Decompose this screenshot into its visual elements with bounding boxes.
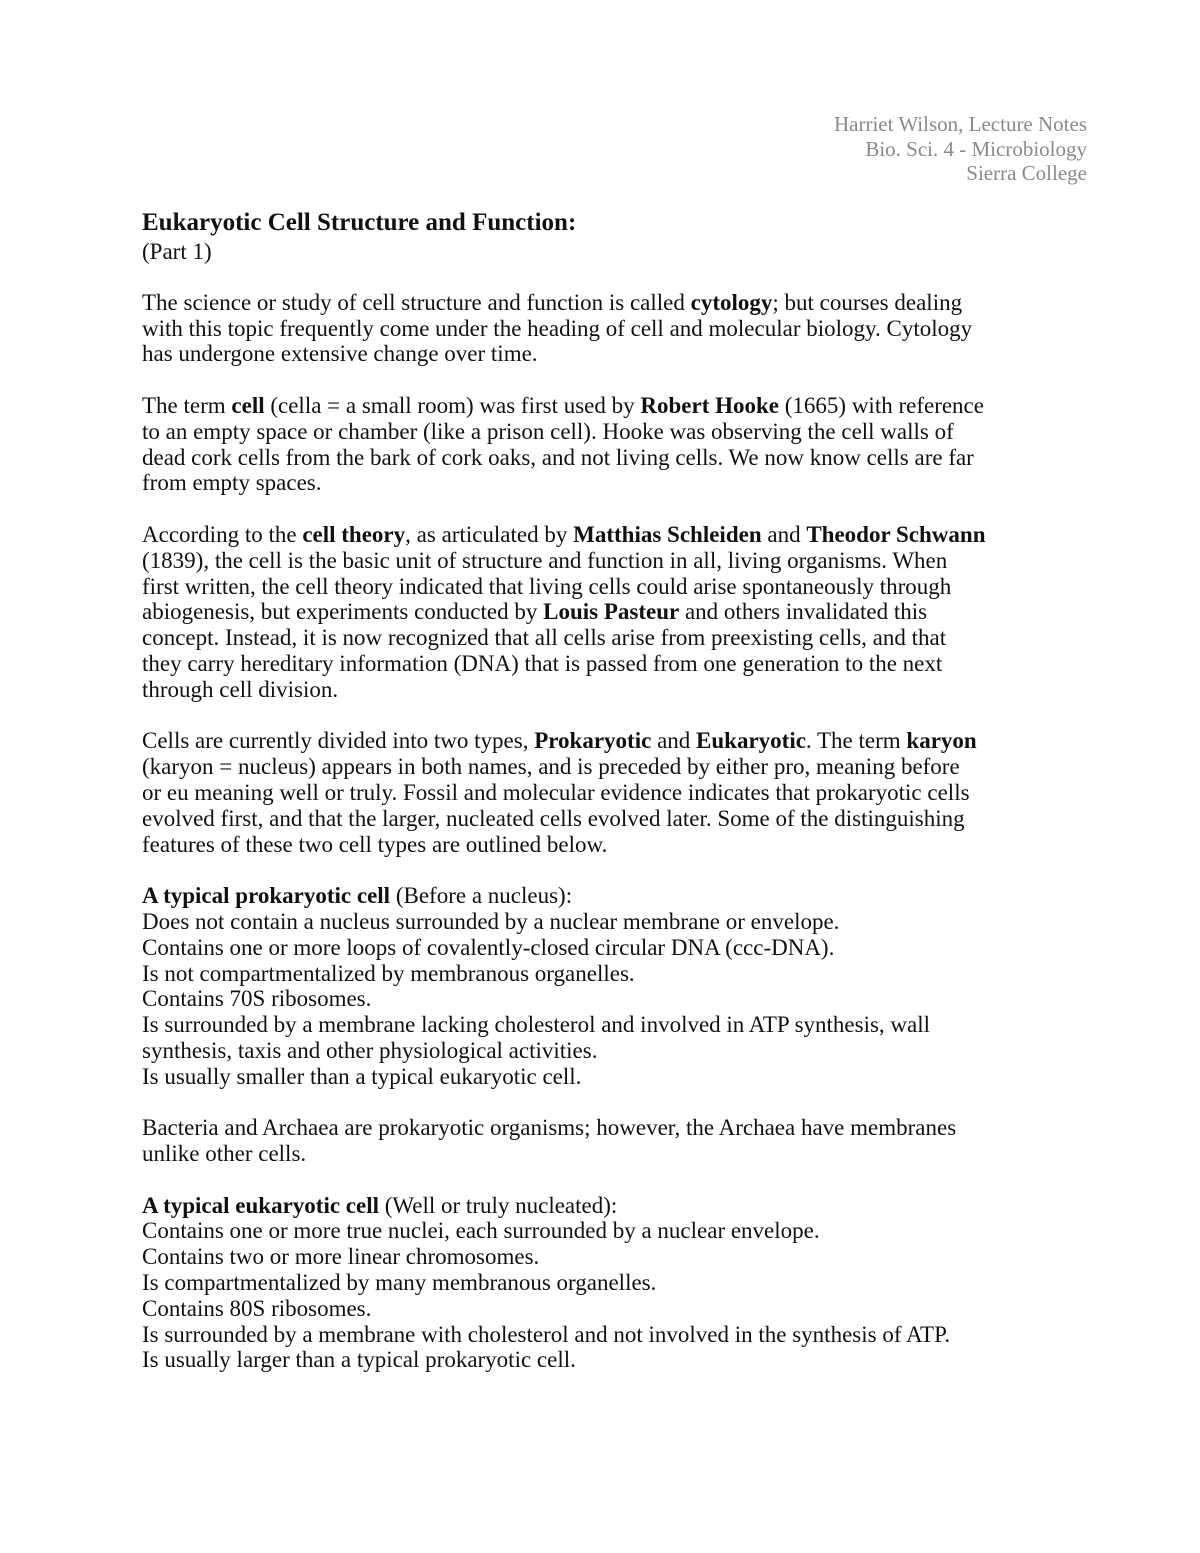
text-span: (cella = a small room) was first used by — [264, 392, 641, 418]
section-heading — [142, 1193, 1102, 1219]
text-span: ; but courses dealing — [772, 289, 963, 315]
list-item: Contains one or more loops of covalently-closed circular DNA (ccc-DNA). — [142, 934, 835, 960]
text-span: According to the — [142, 521, 303, 547]
paragraph-line: through cell division. — [142, 676, 339, 702]
paragraph-cell-term — [142, 393, 1102, 496]
list-item: Is compartmentalized by many membranous organelles. — [142, 1270, 657, 1296]
list-item: Is surrounded by a membrane lacking cholesterol and involved in ATP synthesis, wall — [142, 1012, 931, 1038]
paragraph-line: unlike other cells. — [142, 1141, 307, 1167]
text-span: Cells are currently divided into two types, — [142, 728, 535, 754]
term-prokaryotic: Prokaryotic — [534, 728, 652, 754]
text-span: (Before a nucleus): — [390, 883, 573, 909]
paragraph-line: with this topic frequently come under the heading of cell and molecular biology. Cytology — [142, 315, 973, 341]
paragraph-cell-theory — [142, 522, 1102, 703]
header-institution: Sierra College — [966, 161, 1087, 185]
list-item: synthesis, taxis and other physiological activities. — [142, 1037, 598, 1063]
text-span: The term — [142, 392, 232, 418]
term-cell: cell — [231, 392, 265, 418]
paragraph-line — [142, 393, 1102, 419]
text-span: . The term — [805, 728, 907, 754]
section-heading — [142, 883, 1102, 909]
term-cytology: cytology — [690, 289, 773, 315]
eukaryotic-section — [142, 1193, 1102, 1374]
paragraph-line: features of these two cell types are outlined below. — [142, 831, 608, 857]
term-karyon: karyon — [906, 728, 977, 754]
paragraph-line: or eu meaning well or truly. Fossil and molecular evidence indicates that prokaryotic cells — [142, 779, 970, 805]
list-item: Is usually smaller than a typical eukaryotic cell. — [142, 1063, 582, 1089]
paragraph-line — [142, 728, 1102, 754]
list-item: Does not contain a nucleus surrounded by a nuclear membrane or envelope. — [142, 908, 840, 934]
list-item: Is not compartmentalized by membranous organelles. — [142, 960, 635, 986]
paragraph-line: has undergone extensive change over time. — [142, 341, 538, 367]
term-cell-theory: cell theory — [302, 521, 406, 547]
page-subtitle: (Part 1) — [142, 239, 212, 264]
list-item: Is surrounded by a membrane with cholesterol and not involved in the synthesis of ATP. — [142, 1321, 951, 1347]
text-span: , as articulated by — [405, 521, 574, 547]
heading-bold: A typical eukaryotic cell — [142, 1192, 379, 1218]
text-span: and — [651, 728, 697, 754]
list-item: Contains 70S ribosomes. — [142, 986, 372, 1012]
paragraph-line: dead cork cells from the bark of cork oaks, and not living cells. We now know cells are far — [142, 444, 974, 470]
paragraph-line — [142, 522, 1102, 548]
paragraph-line: first written, the cell theory indicated that living cells could arise spontaneously through — [142, 573, 952, 599]
header-author: Harriet Wilson, Lecture Notes — [833, 112, 1087, 136]
text-span: and others invalidated this — [679, 599, 928, 625]
paragraph-line: from empty spaces. — [142, 470, 322, 496]
paragraph-line: (karyon = nucleus) appears in both names, and is preceded by either pro, meaning before — [142, 754, 960, 780]
paragraph-line — [142, 599, 1102, 625]
term-eukaryotic: Eukaryotic — [696, 728, 806, 754]
document-header — [834, 112, 1087, 186]
text-span: abiogenesis, but experiments conducted by — [142, 599, 544, 625]
paragraph-line: Bacteria and Archaea are prokaryotic organisms; however, the Archaea have membranes — [142, 1115, 957, 1141]
paragraph-cytology — [142, 290, 1102, 367]
text-span: The science or study of cell structure and function is called — [142, 289, 691, 315]
paragraph-line: they carry hereditary information (DNA) that is passed from one generation to the next — [142, 650, 943, 676]
text-span: and — [761, 521, 807, 547]
text-span: (Well or truly nucleated): — [379, 1192, 618, 1218]
paragraph-line: evolved first, and that the larger, nucleated cells evolved later. Some of the distinguishing — [142, 805, 965, 831]
heading-bold: A typical prokaryotic cell — [142, 883, 391, 909]
name-pasteur: Louis Pasteur — [543, 599, 680, 625]
list-item: Contains two or more linear chromosomes. — [142, 1244, 540, 1270]
paragraph-cell-types — [142, 728, 1102, 857]
paragraph-line: to an empty space or chamber (like a prison cell). Hooke was observing the cell walls of — [142, 418, 954, 444]
list-item: Contains one or more true nuclei, each surrounded by a nuclear envelope. — [142, 1218, 820, 1244]
prokaryotic-section — [142, 883, 1102, 1089]
name-schwann: Theodor Schwann — [806, 521, 986, 547]
paragraph-line: concept. Instead, it is now recognized that all cells arise from preexisting cells, and that — [142, 625, 947, 651]
page-title: Eukaryotic Cell Structure and Function: — [142, 209, 577, 236]
list-item: Contains 80S ribosomes. — [142, 1295, 372, 1321]
paragraph-line: (1839), the cell is the basic unit of structure and function in all, living organisms. When — [142, 547, 948, 573]
paragraph-bacteria-archaea — [142, 1115, 1102, 1167]
name-schleiden: Matthias Schleiden — [573, 521, 762, 547]
paragraph-line — [142, 290, 1102, 316]
document-body — [142, 207, 1102, 1399]
list-item: Is usually larger than a typical prokaryotic cell. — [142, 1347, 576, 1373]
header-course: Bio. Sci. 4 - Microbiology — [865, 136, 1087, 161]
text-span: (1665) with reference — [779, 392, 984, 418]
name-robert-hooke: Robert Hooke — [640, 392, 779, 418]
